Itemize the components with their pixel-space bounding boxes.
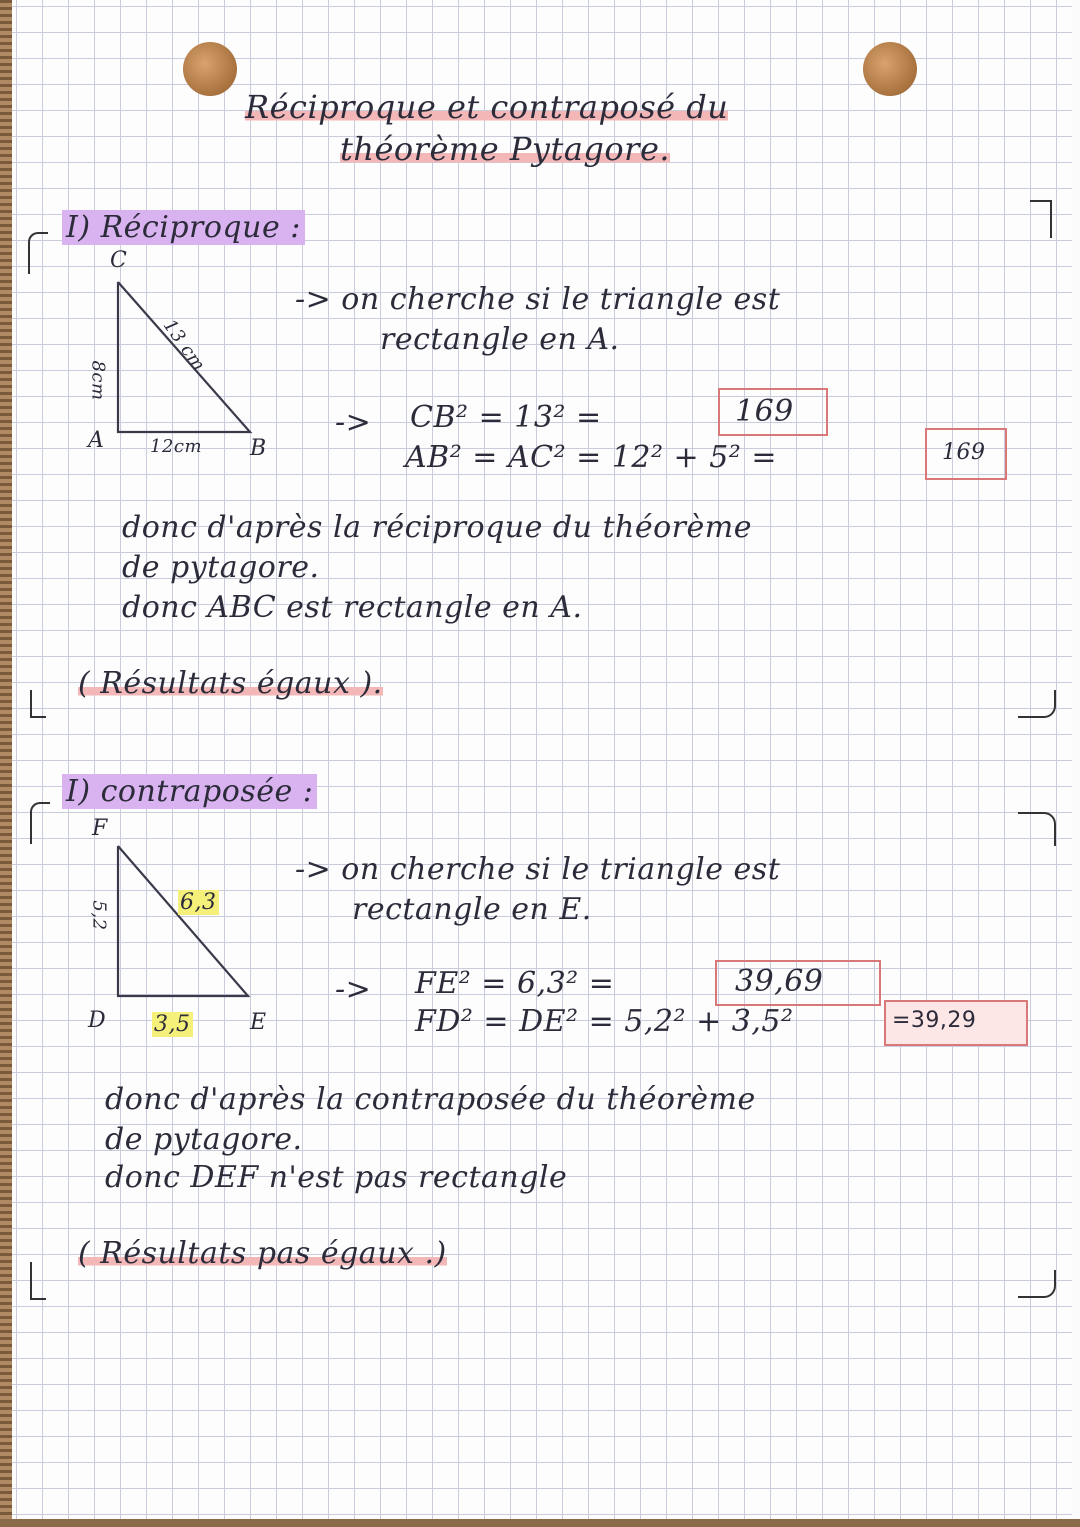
section1-arrow: -> [335,405,372,440]
section2-step1b: rectangle en E. [352,892,592,927]
section2-eq2: FD² = DE² = 5,2² + 3,5² [415,1004,794,1039]
section1-step1b: rectangle en A. [380,322,620,357]
section1-conclusion2: de pytagore. [122,550,320,585]
paper-bottom-edge [0,1519,1080,1527]
bracket-bottom-right-2 [1018,1270,1056,1298]
section1-conclusion1: donc d'après la réciproque du théorème [122,510,752,545]
title-line1: Réciproque et contraposé du [245,88,729,126]
side-cb-label: 13 cm [158,315,210,376]
section1-heading: I) Réciproque : [62,210,305,245]
section1-eq1: CB² = 13² = [410,400,602,435]
bracket-top-left-1 [28,232,48,274]
section1-eq1-result: 169 [735,394,794,429]
section2-step1: -> on cherche si le triangle est [295,852,781,887]
side-fe-label: 6,3 [180,890,217,915]
section2-eq1-result: 39,69 [735,964,824,999]
section2-heading: I) contraposée : [62,774,317,809]
punch-hole-left [183,42,237,96]
punch-hole-right [863,42,917,96]
bracket-top-left-2 [30,802,50,844]
triangle-def [110,838,260,1008]
side-de-label: 3,5 [154,1012,191,1037]
section2-conclusion3: donc DEF n'est pas rectangle [105,1160,568,1195]
section2-arrow: -> [335,972,372,1007]
paper-edge [0,0,12,1527]
section2-note: ( Résultats pas égaux .) [78,1236,447,1271]
bracket-top-right-2 [1018,812,1056,846]
section2-conclusion1: donc d'après la contraposée du théorème [105,1082,756,1117]
section1-eq2: AB² = AC² = 12² + 5² = [405,440,777,475]
vertex-b: B [250,436,267,461]
section1-eq2-result: 169 [942,440,986,465]
section1-step1: -> on cherche si le triangle est [295,282,781,317]
section1-conclusion3: donc ABC est rectangle en A. [122,590,583,625]
bracket-bottom-left-2 [30,1262,46,1300]
section2-eq2-result: =39,29 [892,1008,977,1033]
vertex-d: D [88,1008,107,1033]
section1-note: ( Résultats égaux ). [78,666,383,701]
side-ac-label: 8cm [87,360,109,401]
vertex-f: F [92,816,108,841]
bracket-bottom-left-1 [30,690,46,718]
triangle-def-shape [118,846,248,996]
section2-conclusion2: de pytagore. [105,1122,303,1157]
vertex-e: E [250,1010,267,1035]
bracket-top-right-1 [1030,200,1052,238]
bracket-bottom-right-1 [1018,690,1056,718]
title-line2: théorème Pytagore. [340,130,671,168]
section2-eq1: FE² = 6,3² = [415,966,615,1001]
vertex-c: C [110,248,128,273]
vertex-a: A [88,428,105,453]
side-fd-label: 5,2 [88,900,110,931]
side-ab-label: 12cm [150,436,203,457]
